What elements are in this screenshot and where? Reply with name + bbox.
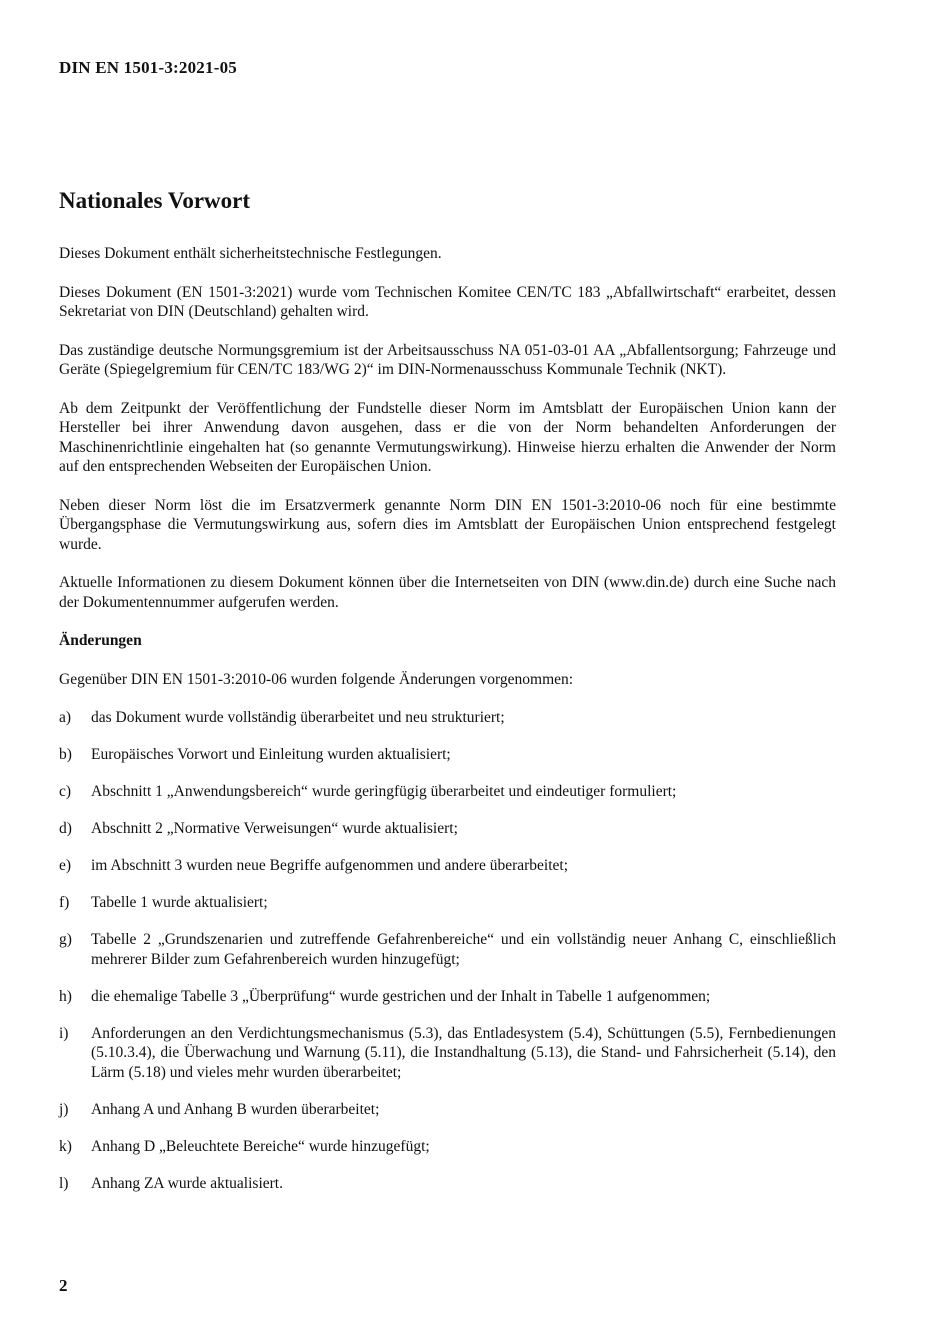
list-item (59, 745, 836, 765)
list-marker: g) (59, 931, 72, 948)
list-item (59, 1024, 836, 1083)
list-marker: j) (59, 1100, 69, 1118)
list-marker: k) (59, 1137, 72, 1155)
list-marker: e) (59, 857, 72, 874)
list-item-text: im Abschnitt 3 wurden neue Begriffe aufgenommen und andere überarbeitet; (91, 857, 569, 874)
list-item-text: Anhang A und Anhang B wurden überarbeitet; (91, 1100, 380, 1118)
list-item-text: Anhang D „Beleuchtete Bereiche“ wurde hinzugefügt; (91, 1137, 430, 1155)
paragraph: Neben dieser Norm löst die im Ersatzvermerk genannte Norm DIN EN 1501-3:2010-06 noch für eine bestimmte Übergangsphase die Vermutungswirkung aus, sofern dies im Amtsblatt der Europäischen Union entsprechend festgelegt wurde. (59, 496, 836, 553)
paragraph: Dieses Dokument enthält sicherheitstechnische Festlegungen. (59, 245, 442, 262)
list-marker: a) (59, 709, 72, 726)
list-item (59, 1100, 836, 1120)
paragraph: Aktuelle Informationen zu diesem Dokument können über die Internetseiten von DIN (www.din.de) durch eine Suche nach der Dokumentennummer aufgerufen werden. (59, 574, 836, 611)
list-item (59, 930, 836, 969)
list-marker: c) (59, 783, 72, 800)
paragraph: Das zuständige deutsche Normungsgremium ist der Arbeitsausschuss NA 051-03-01 AA „Abfallentsorgung; Fahrzeuge und Geräte (Spiegelgremium für CEN/TC 183/WG 2)“ im DIN-Normenausschuss Kommunale Technik (NKT). (59, 341, 836, 378)
list-marker: i) (59, 1024, 69, 1042)
foreword-section (59, 186, 836, 1211)
list-item-text: Tabelle 1 wurde aktualisiert; (91, 894, 268, 911)
page-number: 2 (59, 1276, 68, 1295)
list-item-text: Abschnitt 1 „Anwendungsbereich“ wurde geringfügig überarbeitet und eindeutiger formuliert; (91, 783, 677, 800)
changes-intro: Gegenüber DIN EN 1501-3:2010-06 wurden folgende Änderungen vorgenommen: (59, 670, 574, 688)
list-marker: h) (59, 987, 72, 1005)
list-item-text: Tabelle 2 „Grundszenarien und zutreffende Gefahrenbereiche“ und ein vollständig neuer Anhang C, einschließlich mehrerer Bilder zum Gefahrenbereich wurden hinzugefügt; (91, 931, 836, 968)
list-marker: b) (59, 746, 72, 763)
list-marker: l) (59, 1174, 69, 1192)
list-item (59, 782, 836, 802)
list-item-text: Anhang ZA wurde aktualisiert. (91, 1174, 283, 1192)
list-item-text: die ehemalige Tabelle 3 „Überprüfung“ wurde gestrichen und der Inhalt in Tabelle 1 aufgenommen; (91, 987, 711, 1005)
paragraph: Ab dem Zeitpunkt der Veröffentlichung der Fundstelle dieser Norm im Amtsblatt der Europäischen Union kann der Hersteller bei ihrer Anwendung davon ausgehen, dass er die von der Norm behandelten Anforderungen der Maschinenrichtlinie eingehalten hat (so genannte Vermutungswirkung). Hinweise hierzu erhalten die Anwender der Norm auf den entsprechenden Webseiten der Europäischen Union. (59, 399, 836, 475)
list-marker: f) (59, 894, 70, 911)
list-item (59, 1174, 836, 1194)
list-item (59, 819, 836, 839)
list-item (59, 987, 836, 1007)
document-identifier: DIN EN 1501-3:2021-05 (59, 58, 237, 77)
changes-heading: Änderungen (59, 632, 142, 649)
list-item-text: Abschnitt 2 „Normative Verweisungen“ wurde aktualisiert; (91, 820, 458, 837)
list-item-text: das Dokument wurde vollständig überarbeitet und neu strukturiert; (91, 709, 505, 726)
list-item (59, 893, 836, 913)
paragraph: Dieses Dokument (EN 1501-3:2021) wurde vom Technischen Komitee CEN/TC 183 „Abfallwirtschaft“ erarbeitet, dessen Sekretariat von DIN (Deutschland) gehalten wird. (59, 283, 836, 320)
list-item (59, 1137, 836, 1157)
list-item-text: Europäisches Vorwort und Einleitung wurden aktualisiert; (91, 746, 451, 763)
list-marker: d) (59, 820, 72, 837)
list-item (59, 708, 836, 728)
section-title: Nationales Vorwort (59, 188, 251, 213)
list-item (59, 856, 836, 876)
changes-list (59, 708, 836, 1193)
list-item-text: Anforderungen an den Verdichtungsmechanismus (5.3), das Entladesystem (5.4), Schüttungen (5.5), Fernbedienungen (5.10.3.4), die Überwachung und Warnung (5.11), die Instandhaltung (5.13), die Stand- und Fahrsicherheit (5.14), den Lärm (5.18) und vieles mehr wurden überarbeitet; (91, 1024, 836, 1081)
